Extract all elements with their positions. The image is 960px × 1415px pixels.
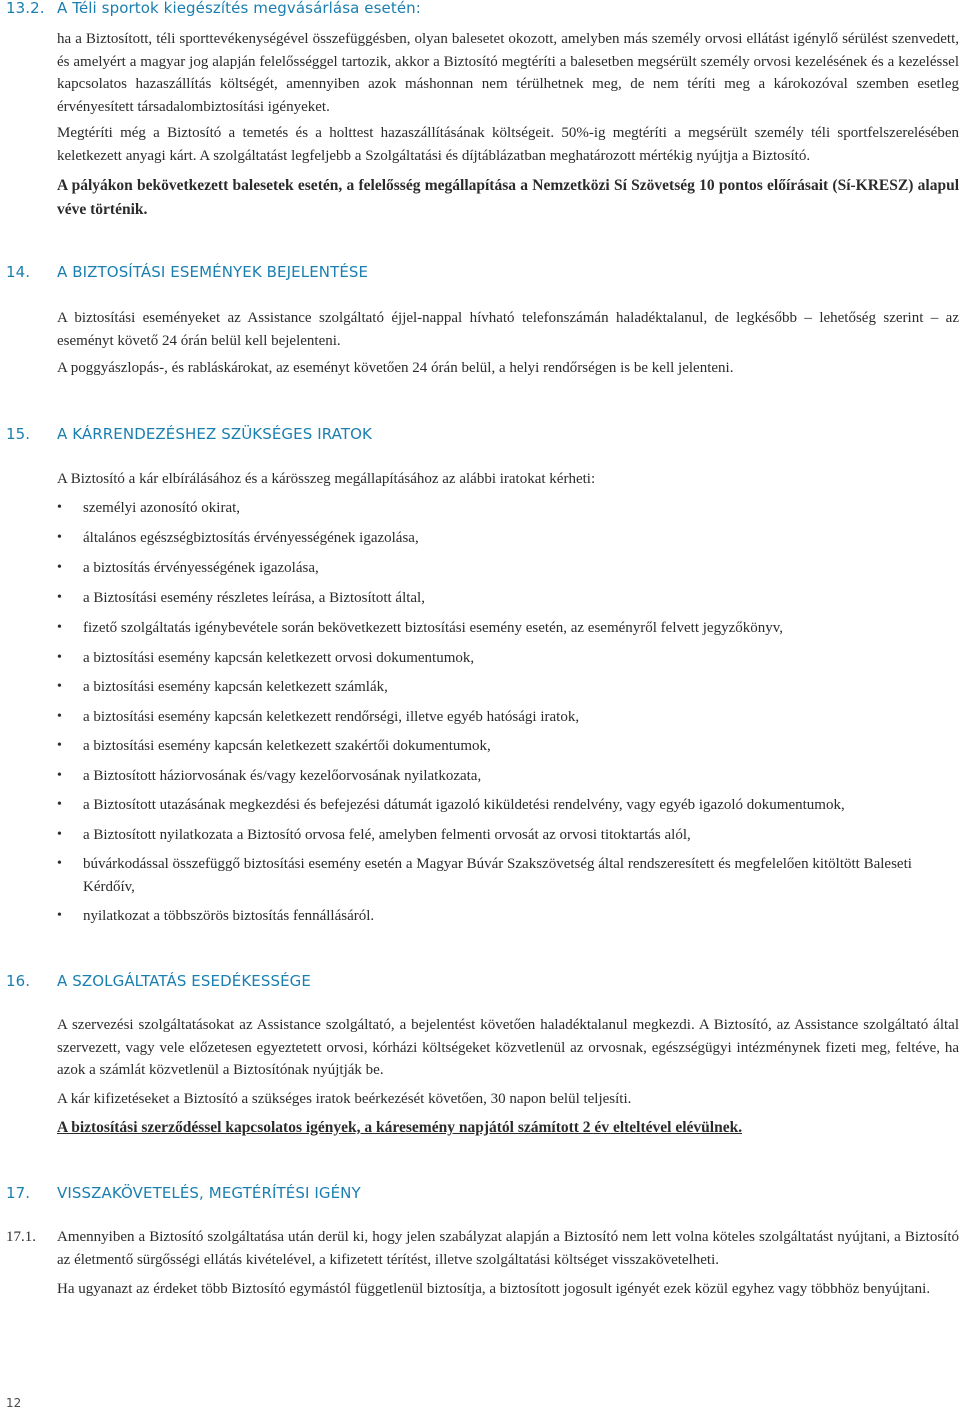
section-number: 15. <box>6 425 31 443</box>
paragraph: A szervezési szolgáltatásokat az Assistance szolgáltató, a bejelentést követően haladéktalanul megkezdi. A Biztosító, az Assistance szolgáltató által szervezett, vagy vele előzetesen egyeztetett orvosi, kórházi költségeket közvetlenül az orvosnak, egészségügyi intézménynek fizeti meg, feltéve, ha azok a számlát közvetlenül a Biztosítónak nyújtják be. <box>57 1017 959 1078</box>
section-title: VISSZAKÖVETELÉS, MEGTÉRÍTÉSI IGÉNY <box>57 1184 361 1202</box>
list-item: • a biztosítási esemény kapcsán keletkezett rendőrségi, illetve egyéb hatósági iratok, <box>57 706 959 729</box>
section-number: 16. <box>6 972 31 990</box>
section-title: A Téli sportok kiegészítés megvásárlása esetén: <box>57 0 421 17</box>
list-item: • a Biztosított háziorvosának és/vagy kezelőorvosának nyilatkozata, <box>57 765 959 788</box>
list-item: • a biztosítási esemény kapcsán keletkezett szakértői dokumentumok, <box>57 735 959 758</box>
section-15-heading <box>6 423 372 446</box>
bullet-icon: • <box>57 738 62 753</box>
section-number: 14. <box>6 263 31 281</box>
paragraph: A kár kifizetéseket a Biztosító a szükséges iratok beérkezését követően, 30 napon belül teljesíti. <box>57 1091 632 1107</box>
list-item: • nyilatkozat a többszörös biztosítás fennállásáról. <box>57 905 959 928</box>
section-number: 17. <box>6 1184 31 1202</box>
list-item: • a Biztosított nyilatkozata a Biztosító orvosa felé, amelyben felmenti orvosát az orvosi titoktartás alól, <box>57 824 959 847</box>
bullet-icon: • <box>57 768 62 783</box>
bullet-icon: • <box>57 709 62 724</box>
section-17-heading <box>6 1182 361 1205</box>
list-item: • személyi azonosító okirat, <box>57 497 959 520</box>
list-item: • a biztosítási esemény kapcsán keletkezett orvosi dokumentumok, <box>57 647 959 670</box>
section-16-heading <box>6 970 311 993</box>
bullet-icon: • <box>57 679 62 694</box>
paragraph-bold-underlined: A biztosítási szerződéssel kapcsolatos igények, a káresemény napjától számított 2 év elteltével elévülnek. <box>57 1119 743 1136</box>
paragraph: Megtéríti még a Biztosító a temetés és a holttest hazaszállításának költségeit. 50%-ig megtéríti a megsérült személy téli sportfelszerelésében keletkezett anyagi kárt. A szolgáltatást legfeljebb a Szolgáltatási és díjtáblázatban meghatározott mértékig nyújtja a Biztosító. <box>57 125 959 164</box>
paragraph: A biztosítási eseményeket az Assistance szolgáltató éjjel-nappal hívható telefonszámán haladéktalanul, de legkésőbb – lehetőség szerint – az eseményt követő 24 órán belül kell bejelenteni. <box>57 310 959 349</box>
list-item: • a biztosítás érvényességének igazolása, <box>57 557 959 580</box>
bullet-icon: • <box>57 590 62 605</box>
bullet-icon: • <box>57 500 62 515</box>
list-item: • búvárkodással összefüggő biztosítási esemény esetén a Magyar Búvár Szakszövetség által rendszeresített és megfelelően kitöltött Baleseti Kérdőív, <box>57 853 959 898</box>
bullet-icon: • <box>57 856 62 871</box>
bullet-icon: • <box>57 560 62 575</box>
paragraph: Amennyiben a Biztosító szolgáltatása után derül ki, hogy jelen szabályzat alapján a Biztosító nem lett volna köteles szolgáltatást nyújtani, a Biztosító az életmentő sürgősségi ellátás kivételével, a kifizetett térítést, illetve szolgáltatási költséget visszakövetelheti. <box>57 1229 959 1268</box>
section-title: A KÁRRENDEZÉSHEZ SZÜKSÉGES IRATOK <box>57 425 372 443</box>
subsection-number: 17.1. <box>6 1229 36 1245</box>
paragraph: ha a Biztosított, téli sporttevékenységével összefüggésben, olyan balesetet okozott, amelyben más személy orvosi ellátást igénylő sérülést szenvedett, és amelyért a magyar jog alapján felelősséggel tartozik, akkor a Biztosító megtéríti a balesetben megsérült személy orvosi kezelésének és a kezeléssel kapcsolatos hazaszállítás költségét, amennyiben azok máshonnan nem térülhetnek meg, de nem téríti meg a károkozóval szemben esetleg érvényesített társadalombiztosítási igényeket. <box>57 31 959 115</box>
bullet-icon: • <box>57 827 62 842</box>
bullet-icon: • <box>57 650 62 665</box>
bullet-icon: • <box>57 530 62 545</box>
list-item: • a Biztosított utazásának megkezdési és befejezési dátumát igazoló kiküldetési rendelvény, vagy egyéb igazoló dokumentumok, <box>57 794 959 817</box>
list-item: • általános egészségbiztosítás érvényességének igazolása, <box>57 527 959 550</box>
page-number: 12 <box>6 1396 22 1410</box>
paragraph: Ha ugyanazt az érdeket több Biztosító egymástól függetlenül biztosítja, a biztosított jogosult igényét ezek közül egyhez vagy többhöz benyújtani. <box>57 1281 931 1297</box>
paragraph: A Biztosító a kár elbírálásához és a kárösszeg megállapításához az alábbi iratokat kérheti: <box>57 471 596 487</box>
list-item: • fizető szolgáltatás igénybevétele során bekövetkezett biztosítási esemény esetén, az eseményről felvett jegyzőkönyv, <box>57 617 959 640</box>
section-14-heading <box>6 261 368 284</box>
bullet-icon: • <box>57 908 62 923</box>
section-title: A SZOLGÁLTATÁS ESEDÉKESSÉGE <box>57 972 311 990</box>
section-13-2-heading <box>6 0 421 20</box>
section-number: 13.2. <box>6 0 45 17</box>
paragraph-bold: A pályákon bekövetkezett balesetek esetén, a felelősség megállapítása a Nemzetközi Sí Szövetség 10 pontos előírásait (Sí-KRESZ) alapul véve történik. <box>57 177 959 218</box>
paragraph: A poggyászlopás-, és rabláskárokat, az eseményt követően 24 órán belül, a helyi rendőrségen is be kell jelenteni. <box>57 360 734 376</box>
list-item: • a biztosítási esemény kapcsán keletkezett számlák, <box>57 676 959 699</box>
section-title: A BIZTOSÍTÁSI ESEMÉNYEK BEJELENTÉSE <box>57 263 369 281</box>
bullet-icon: • <box>57 797 62 812</box>
bullet-icon: • <box>57 620 62 635</box>
list-item: • a Biztosítási esemény részletes leírása, a Biztosított által, <box>57 587 959 610</box>
